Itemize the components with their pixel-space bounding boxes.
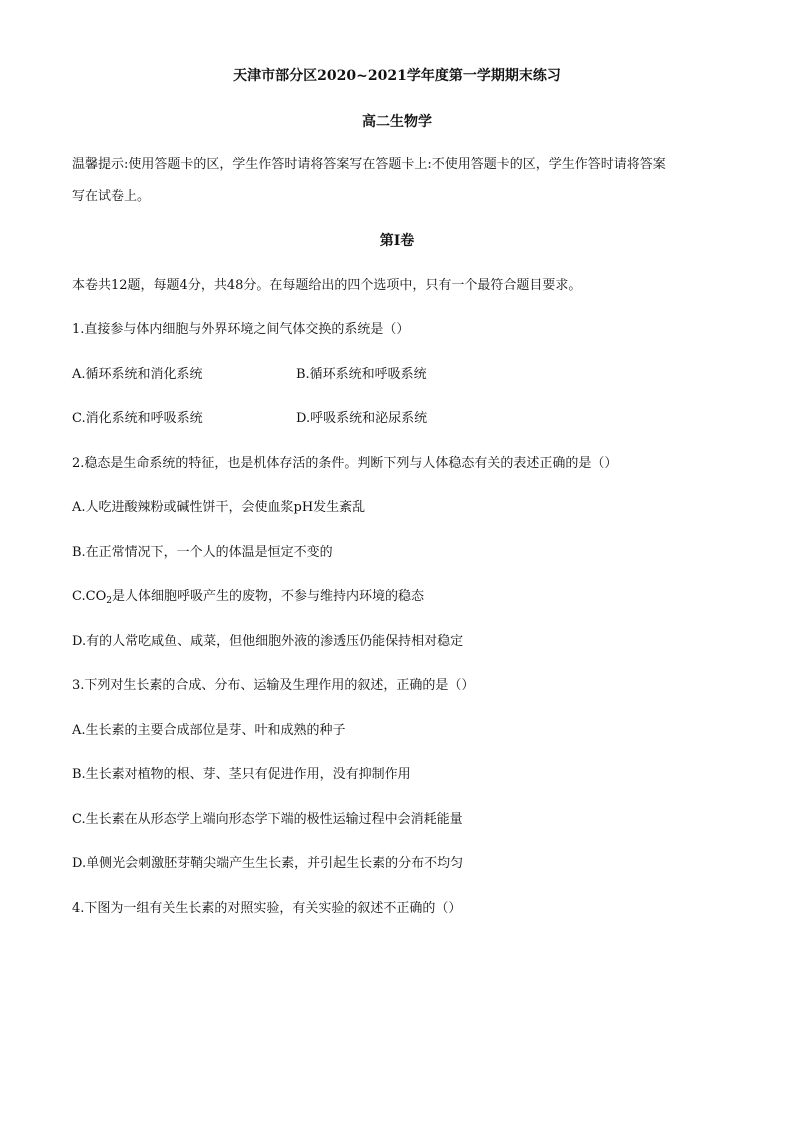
question-1-option-a: A.循环系统和消化系统 <box>72 367 203 382</box>
question-3-option-c: C.生长素在从形态学上端向形态学下端的极性运输过程中会消耗能量 <box>72 812 463 827</box>
question-4-stem: 4.下图为一组有关生长素的对照实验，有关实验的叙述不正确的（） <box>72 901 462 916</box>
section-instructions: 本卷共12题，每题4分，共48分。在每题给出的四个选项中，只有一个最符合题目要求。 <box>72 278 582 293</box>
question-3-option-a: A.生长素的主要合成部位是芽、叶和成熟的种子 <box>72 723 346 738</box>
question-1-stem: 1.直接参与体内细胞与外界环境之间气体交换的系统是（） <box>72 322 410 337</box>
question-3-option-d: D.单侧光会刺激胚芽鞘尖端产生生长素，并引起生长素的分布不均匀 <box>72 856 464 871</box>
option-c-prefix: C.CO <box>72 589 107 604</box>
question-1-option-c: C.消化系统和呼吸系统 <box>72 411 203 426</box>
section-title: 第Ⅰ卷 <box>379 233 415 249</box>
notice-line-1: 温馨提示:使用答题卡的区，学生作答时请将答案写在答题卡上:不使用答题卡的区，学生作答时请将答案 <box>72 157 666 172</box>
question-2-stem: 2.稳态是生命系统的特征，也是机体存活的条件。判断下列与人体稳态有关的表述正确的是（） <box>72 456 618 471</box>
option-c-text: 是人体细胞呼吸产生的废物，不参与维持内环境的稳态 <box>111 589 424 604</box>
question-3-stem: 3.下列对生长素的合成、分布、运输及生理作用的叙述，正确的是（） <box>72 678 475 693</box>
question-2-option-d: D.有的人常吃咸鱼、咸菜，但他细胞外液的渗透压仍能保持相对稳定 <box>72 634 464 649</box>
co2-subscript: 2 <box>106 596 112 606</box>
question-3-option-b: B.生长素对植物的根、芽、茎只有促进作用，没有抑制作用 <box>72 767 411 782</box>
exam-title: 天津市部分区2020~2021学年度第一学期期末练习 <box>233 68 561 84</box>
question-2-option-a: A.人吃进酸辣粉或碱性饼干，会使血浆pH发生紊乱 <box>72 500 366 515</box>
subject-title: 高二生物学 <box>362 114 432 130</box>
question-1-option-b: B.循环系统和呼吸系统 <box>296 367 427 382</box>
question-2-option-b: B.在正常情况下，一个人的体温是恒定不变的 <box>72 545 333 560</box>
notice-line-2: 写在试卷上。 <box>72 189 151 204</box>
question-2-option-c <box>72 588 734 606</box>
question-1-option-d: D.呼吸系统和泌尿系统 <box>296 411 428 426</box>
